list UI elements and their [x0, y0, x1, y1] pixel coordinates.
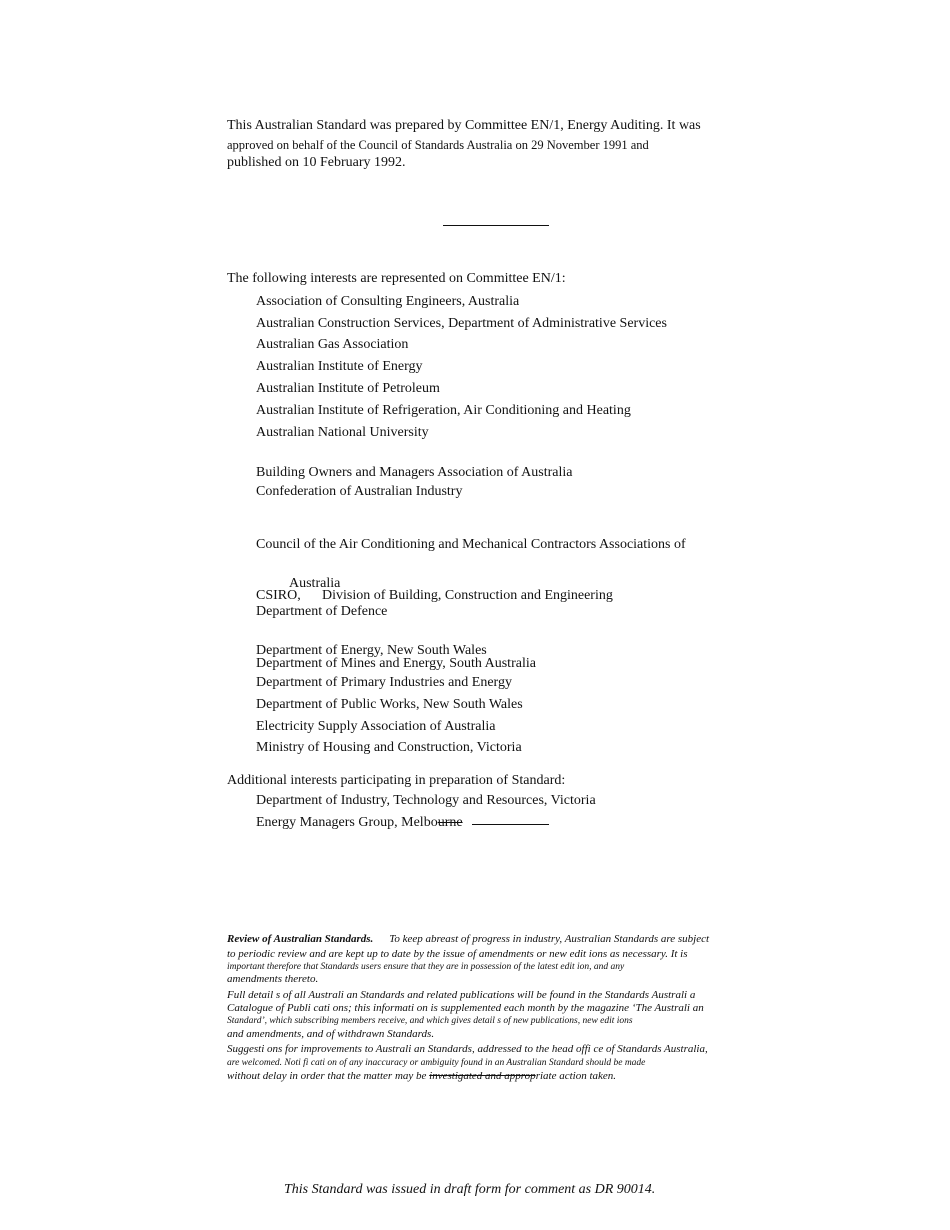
committee-org: Council of the Air Conditioning and Mechanical Contractors Associations of: [256, 537, 686, 552]
review-line: [227, 1070, 616, 1082]
additional-org-text: Energy Managers Group, Melbo: [256, 815, 438, 830]
review-line: are welcomed. Noti fi cati on of any inaccuracy or ambiguity found in an Australian Standard should be made: [227, 1058, 646, 1068]
committee-org: Department of Public Works, New South Wales: [256, 697, 523, 712]
committee-org-continuation: Australia: [289, 576, 341, 591]
committee-org: Confederation of Australian Industry: [256, 484, 463, 499]
additional-org: Department of Industry, Technology and Resources, Victoria: [256, 793, 596, 808]
review-line: Full detail s of all Australi an Standards and related publications will be found in the Standards Australi a: [227, 989, 696, 1001]
committee-org: Department of Mines and Energy, South Australia: [256, 656, 536, 671]
committee-org: Department of Energy, New South Wales: [256, 643, 487, 658]
review-line: to periodic review and are kept up to date by the issue of amendments or new edit ions as necessary. It is: [227, 948, 688, 960]
review-line: Catalogue of Publi cati ons; this informati on is supplemented each month by the magazine ‘The Australi an: [227, 1002, 704, 1014]
strike-rule: [472, 824, 549, 825]
review-line: amendments thereto.: [227, 973, 319, 985]
review-text: riate action taken.: [535, 1070, 617, 1082]
divider-rule: [443, 225, 549, 226]
review-line: and amendments, and of withdrawn Standards.: [227, 1028, 435, 1040]
preface-line-3: published on 10 February 1992.: [227, 155, 406, 170]
review-line: Suggesti ons for improvements to Australi an Standards, addressed to the head offi ce of Standards Australia,: [227, 1043, 708, 1055]
review-struck-text: investigated and approp: [429, 1070, 536, 1082]
preface-line-1: This Australian Standard was prepared by Committee EN/1, Energy Auditing. It was: [227, 118, 701, 133]
additional-org: [256, 815, 463, 831]
review-text: To keep abreast of progress in industry, Australian Standards are subject: [389, 933, 710, 945]
committee-org: Australian Institute of Petroleum: [256, 381, 440, 396]
committee-org: Ministry of Housing and Construction, Victoria: [256, 740, 522, 755]
committee-org: CSIRO,: [256, 588, 301, 603]
draft-note: This Standard was issued in draft form for comment as DR 90014.: [284, 1182, 656, 1197]
additional-org-struck-text: urne: [437, 815, 463, 830]
review-title: Review of Australian Standards.: [227, 933, 374, 945]
committee-org: Department of Defence: [256, 604, 388, 619]
committee-org: Association of Consulting Engineers, Australia: [256, 294, 520, 309]
committee-org-division: Division of Building, Construction and Engineering: [322, 588, 613, 603]
preface-line-2: approved on behalf of the Council of Standards Australia on 29 November 1991 and: [227, 138, 649, 152]
committee-org: Australian Institute of Energy: [256, 359, 423, 374]
review-line: important therefore that Standards users ensure that they are in possession of the latest edit ion, and any: [227, 962, 625, 972]
committee-org: Building Owners and Managers Association of Australia: [256, 465, 573, 480]
committee-org: Australian National University: [256, 425, 429, 440]
additional-heading: Additional interests participating in preparation of Standard:: [227, 773, 566, 788]
committee-org: Australian Institute of Refrigeration, Air Conditioning and Heating: [256, 403, 631, 418]
review-text: without delay in order that the matter may be: [227, 1070, 430, 1082]
review-line: [227, 933, 709, 945]
committee-heading: The following interests are represented on Committee EN/1:: [227, 271, 566, 286]
committee-org: Electricity Supply Association of Australia: [256, 719, 496, 734]
committee-org: Australian Gas Association: [256, 337, 409, 352]
committee-org: Department of Primary Industries and Energy: [256, 675, 512, 690]
review-line: Standard’, which subscribing members receive, and which gives detail s of new publications, new edit ions: [227, 1016, 633, 1026]
committee-org: Australian Construction Services, Department of Administrative Services: [256, 316, 667, 331]
